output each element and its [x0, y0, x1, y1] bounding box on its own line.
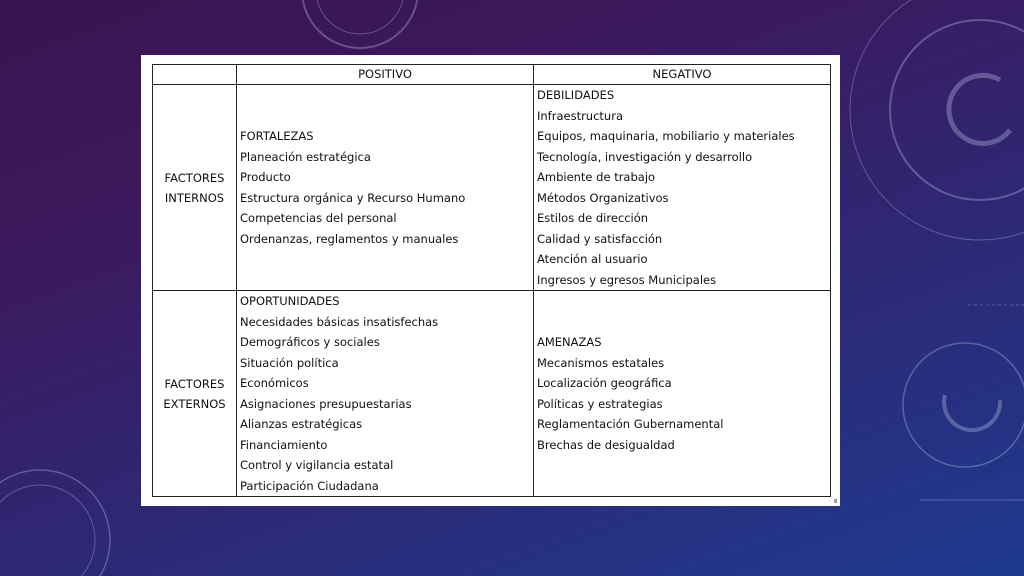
- threats-cell: [534, 291, 831, 497]
- corner-cell: [153, 65, 237, 85]
- weakness-item: Ambiente de trabajo: [537, 170, 656, 184]
- weakness-item: Infraestructura: [537, 108, 623, 123]
- opportunity-item: Participación Ciudadana: [240, 478, 379, 493]
- strength-item: Ordenanzas, reglamentos y manuales: [240, 231, 459, 246]
- threats-title: AMENAZAS: [537, 335, 602, 349]
- strength-item: Planeación estratégica: [240, 149, 371, 164]
- opportunity-item: Económicos: [240, 376, 309, 390]
- threat-item: Reglamentación Gubernamental: [537, 417, 724, 431]
- foda-table-card: [141, 55, 840, 506]
- external-factors-label: [153, 291, 237, 497]
- strength-item: Competencias del personal: [240, 211, 397, 225]
- foda-table: [152, 64, 831, 497]
- threat-item: Políticas y estrategias: [537, 396, 663, 411]
- internal-label-line2: INTERNOS: [164, 190, 225, 205]
- opportunity-item: Necesidades básicas insatisfechas: [240, 314, 439, 329]
- weakness-item: Ingresos y egresos Municipales: [537, 272, 717, 287]
- header-negative: NEGATIVO: [534, 65, 831, 85]
- strength-item: Producto: [240, 170, 291, 184]
- opportunity-item: Situación política: [240, 355, 339, 370]
- external-label-line1: FACTORES: [164, 376, 225, 391]
- threat-item: Mecanismos estatales: [537, 355, 665, 370]
- external-label-line2: EXTERNOS: [163, 396, 226, 411]
- weaknesses-cell: [534, 85, 831, 291]
- internal-label-line1: FACTORES: [164, 170, 225, 185]
- opportunity-item: Demográficos y sociales: [240, 335, 380, 349]
- header-positive: POSITIVO: [237, 65, 534, 85]
- threat-item: Localización geográfica: [537, 376, 672, 390]
- opportunities-cell: [237, 291, 534, 497]
- opportunity-item: Financiamiento: [240, 437, 328, 452]
- header-row: [153, 65, 831, 85]
- weakness-item: Calidad y satisfacción: [537, 231, 663, 246]
- internal-factors-label: [153, 85, 237, 291]
- weakness-item: Equipos, maquinaria, mobiliario y materiales: [537, 129, 795, 143]
- opportunity-item: Control y vigilancia estatal: [240, 458, 394, 472]
- weaknesses-title: DEBILIDADES: [537, 88, 615, 102]
- opportunity-item: Asignaciones presupuestarias: [240, 396, 412, 411]
- opportunities-title: OPORTUNIDADES: [240, 294, 340, 308]
- strengths-cell: [237, 85, 534, 291]
- opportunity-item: Alianzas estratégicas: [240, 417, 363, 431]
- internal-factors-row: [153, 85, 831, 291]
- weakness-item: Atención al usuario: [537, 252, 648, 266]
- strengths-title: FORTALEZAS: [240, 129, 314, 143]
- external-factors-row: [153, 291, 831, 497]
- strength-item: Estructura orgánica y Recurso Humano: [240, 190, 466, 205]
- weakness-item: Tecnología, investigación y desarrollo: [537, 149, 753, 164]
- weakness-item: Estilos de dirección: [537, 211, 649, 225]
- slide-resize-marker: [834, 499, 837, 503]
- weakness-item: Métodos Organizativos: [537, 190, 669, 205]
- threat-item: Brechas de desigualdad: [537, 437, 675, 452]
